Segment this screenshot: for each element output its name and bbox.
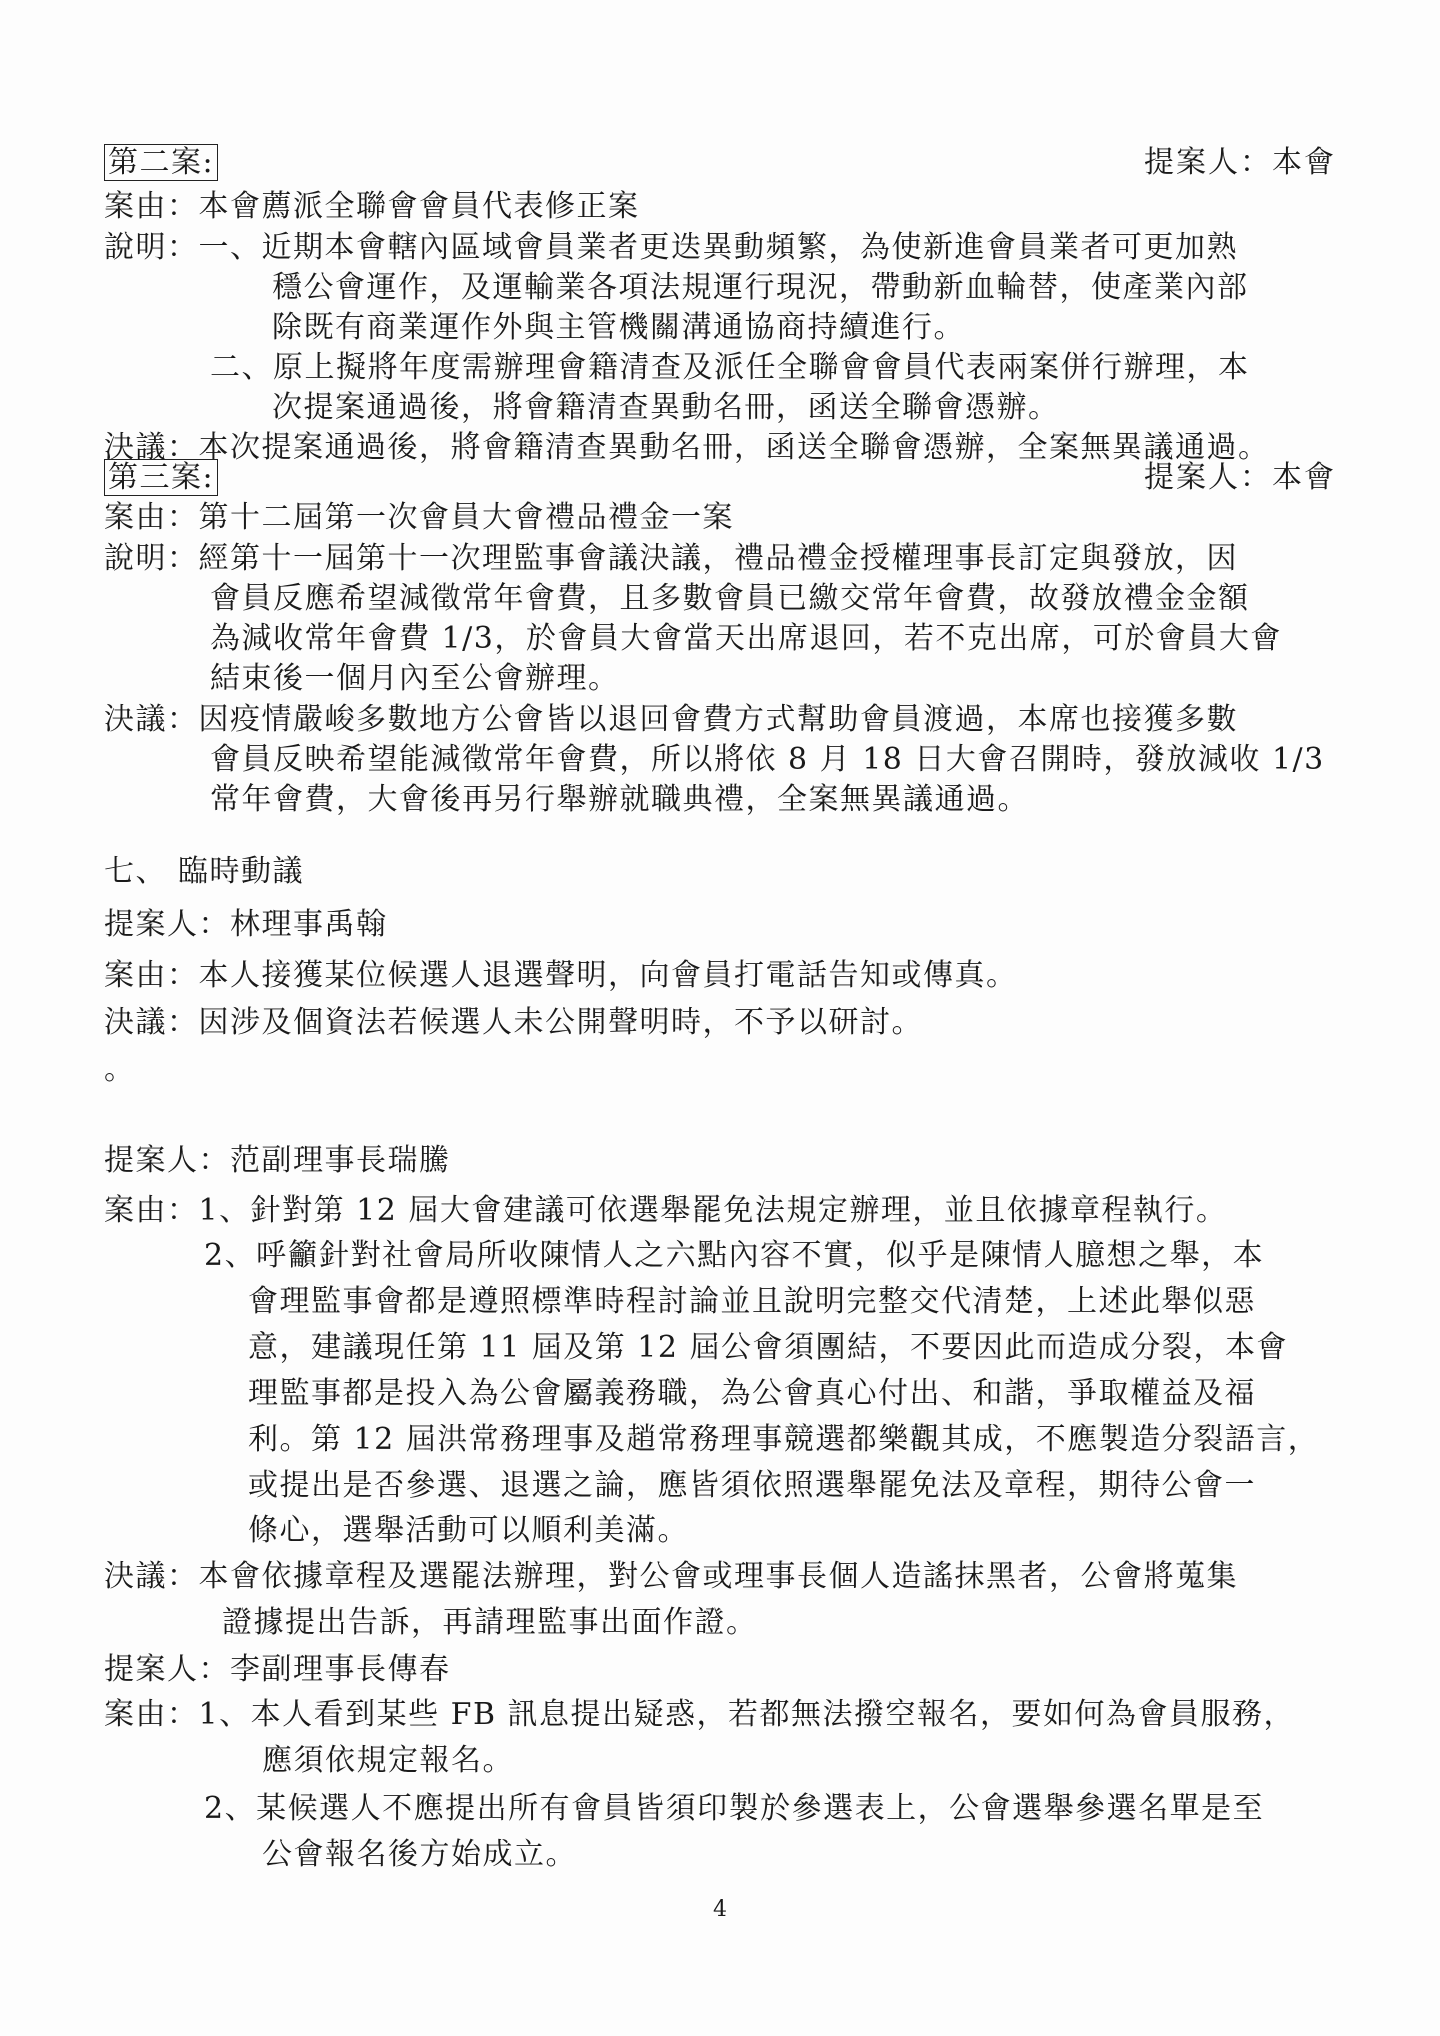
li-reason-1b: 應須依規定報名。 <box>262 1743 514 1778</box>
case3-explain-1d: 結束後一個月內至公會辦理。 <box>210 661 620 696</box>
case3-proposer: 提案人：本會 <box>1144 460 1336 495</box>
case2-explain-1b: 穩公會運作，及運輸業各項法規運行現況，帶動新血輪替，使產業內部 <box>272 270 1249 305</box>
fan-reason-2g: 條心，選舉活動可以順利美滿。 <box>248 1513 689 1548</box>
fan-reason-2e: 利。第 12 屆洪常務理事及趙常務理事競選都樂觀其成，不應製造分裂語言， <box>248 1422 1320 1457</box>
lin-resolution: 決議：因涉及個資法若候選人未公開聲明時，不予以研討。 <box>104 1005 923 1040</box>
case3-explain-1b: 會員反應希望減徵常年會費，且多數會員已繳交常年會費，故發放禮金金額 <box>210 581 1250 616</box>
case3-explain-1c: 為減收常年會費 1/3，於會員大會當天出席退回，若不克出席，可於會員大會 <box>210 621 1282 656</box>
fan-reason-2b: 會理監事會都是遵照標準時程討論並且說明完整交代清楚，上述此舉似惡 <box>248 1284 1256 1319</box>
case3-resolution-c: 常年會費，大會後再另行舉辦就職典禮，全案無異議通過。 <box>210 782 1029 817</box>
case3-label: 第三案: <box>104 458 218 498</box>
case2-explain-1c: 除既有商業運作外與主管機關溝通協商持續進行。 <box>272 310 965 345</box>
case2-proposer: 提案人：本會 <box>1144 145 1336 180</box>
fan-reason-2c: 意，建議現任第 11 屆及第 12 屆公會須團結，不要因此而造成分裂，本會 <box>248 1330 1288 1365</box>
case3-resolution-b: 會員反映希望能減徵常年會費，所以將依 8 月 18 日大會召開時，發放減收 1/3 <box>210 742 1325 777</box>
case3-reason: 案由：第十二屆第一次會員大會禮品禮金一案 <box>104 500 734 535</box>
case3-resolution: 決議：因疫情嚴峻多數地方公會皆以退回會費方式幫助會員渡過，本席也接獲多數 <box>104 702 1238 737</box>
case2-explain-1: 說明：一、近期本會轄內區域會員業者更迭異動頻繁，為使新進會員業者可更加熟 <box>104 230 1238 265</box>
case2-resolution: 決議：本次提案通過後，將會籍清查異動名冊，函送全聯會憑辦，全案無異議通過。 <box>104 430 1270 465</box>
fan-reason-2d: 理監事都是投入為公會屬義務職，為公會真心付出、和諧，爭取權益及福 <box>248 1376 1256 1411</box>
fan-reason-2f: 或提出是否參選、退選之論，應皆須依照選舉罷免法及章程，期待公會一 <box>248 1468 1256 1503</box>
proposer-lin: 提案人：林理事禹翰 <box>104 907 388 942</box>
case2-reason: 案由：本會薦派全聯會會員代表修正案 <box>104 189 640 224</box>
li-reason-2b: 公會報名後方始成立。 <box>262 1837 577 1872</box>
fan-reason-1: 案由：1、針對第 12 屆大會建議可依選舉罷免法規定辦理，並且依據章程執行。 <box>104 1193 1228 1228</box>
proposer-fan: 提案人：范副理事長瑞騰 <box>104 1143 451 1178</box>
fan-resolution: 決議：本會依據章程及選罷法辦理，對公會或理事長個人造謠抹黑者，公會將蒐集 <box>104 1559 1238 1594</box>
lin-reason: 案由：本人接獲某位候選人退選聲明，向會員打電話告知或傳真。 <box>104 958 1018 993</box>
li-reason-1: 案由：1、本人看到某些 FB 訊息提出疑惑，若都無法撥空報名，要如何為會員服務， <box>104 1697 1296 1732</box>
case2-explain-2: 二、原上擬將年度需辦理會籍清查及派任全聯會會員代表兩案併行辦理，本 <box>210 350 1250 385</box>
case3-explain-1: 說明：經第十一屆第十一次理監事會議決議，禮品禮金授權理事長訂定與發放，因 <box>104 541 1238 576</box>
page-number: 4 <box>713 1897 727 1922</box>
proposer-li: 提案人：李副理事長傳春 <box>104 1652 451 1687</box>
fan-reason-2: 2、呼籲針對社會局所收陳情人之六點內容不實，似乎是陳情人臆想之舉，本 <box>204 1238 1265 1273</box>
li-reason-2: 2、某候選人不應提出所有會員皆須印製於參選表上，公會選舉參選名單是至 <box>204 1791 1265 1826</box>
case2-label: 第二案: <box>104 143 218 183</box>
fan-resolution-b: 證據提出告訴，再請理監事出面作證。 <box>222 1605 758 1640</box>
section7-heading: 七、 臨時動議 <box>104 854 305 889</box>
stray-mark: 。 <box>104 1052 136 1087</box>
case2-explain-2b: 次提案通過後，將會籍清查異動名冊，函送全聯會憑辦。 <box>272 390 1060 425</box>
